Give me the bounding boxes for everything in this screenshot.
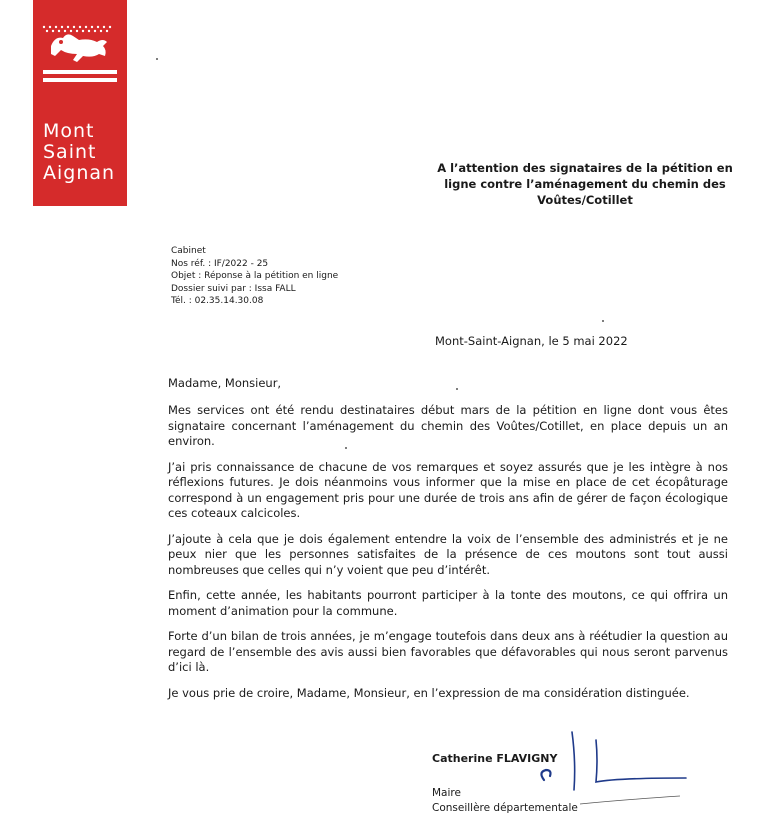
scan-speck [456, 388, 458, 390]
signatory-title: Maire [432, 787, 461, 799]
logo-line: Mont [43, 120, 95, 142]
ref-department: Cabinet [171, 246, 206, 256]
city-logo [33, 0, 127, 206]
signatory-title: Conseillère départementale [432, 802, 578, 814]
paragraph: Forte d’un bilan de trois années, je m’engage toutefois dans deux ans à réétudier la question au regard de l’ensemble des avis aussi bien favorables que défavorables qui nous seront parvenus d’ici là. [168, 629, 728, 674]
ref-followed-by: Dossier suivi par : Issa FALL [171, 283, 296, 294]
closing-paragraph: Je vous prie de croire, Madame, Monsieur, en l’expression de ma considération distinguée. [168, 685, 690, 700]
recipient-header: A l’attention des signataires de la pétition en ligne contre l’aménagement du chemin des Voûtes/Cotillet [437, 161, 733, 207]
paragraph: Enfin, cette année, les habitants pourront participer à la tonte des moutons, ce qui offrira un moment d’animation pour la commune. [168, 588, 728, 618]
ref-subject: Objet : Réponse à la pétition en ligne [171, 271, 339, 281]
signatory-name: Catherine FLAVIGNY [432, 752, 558, 765]
reference-block [171, 245, 338, 308]
dotted-band-icon [41, 24, 115, 34]
paragraph: J’ai pris connaissance de chacune de vos remarques et soyez assurés que je les intègre à nos réflexions futures. Je dois néanmoins vous informer que la mise en place de cet écopâturage correspond à un engagement pris pour une durée de trois ans afin de gérer de façon écologique ces coteaux calcicoles. [168, 459, 728, 520]
paragraph: Mes services ont été rendu destinataires début mars de la pétition en ligne dont vous êtes signataire concernant l’aménagement du chemin des Voûtes/Cotillet, en place depuis un an environ. [168, 403, 728, 448]
handwritten-signature [530, 720, 730, 810]
ref-number: Nos réf. : IF/2022 - 25 [171, 258, 269, 269]
scan-speck [602, 320, 604, 322]
paragraph: J’ajoute à cela que je dois également entendre la voix de l’ensemble des administrés et je ne peux nier que les personnes satisfaites de la présence de ces moutons sont tout aussi nombreuses que celles qui n’y voient que peu d’intérêt. [168, 531, 728, 577]
salutation: Madame, Monsieur, [168, 376, 282, 390]
letter-body [168, 403, 728, 711]
logo-text [43, 121, 115, 184]
logo-line: Aignan [43, 162, 116, 184]
scan-speck [156, 58, 158, 60]
scan-speck [345, 447, 347, 449]
ref-phone: Tél. : 02.35.14.30.08 [171, 296, 264, 306]
logo-line: Saint [43, 141, 97, 163]
letter-date: Mont-Saint-Aignan, le 5 mai 2022 [435, 334, 628, 348]
